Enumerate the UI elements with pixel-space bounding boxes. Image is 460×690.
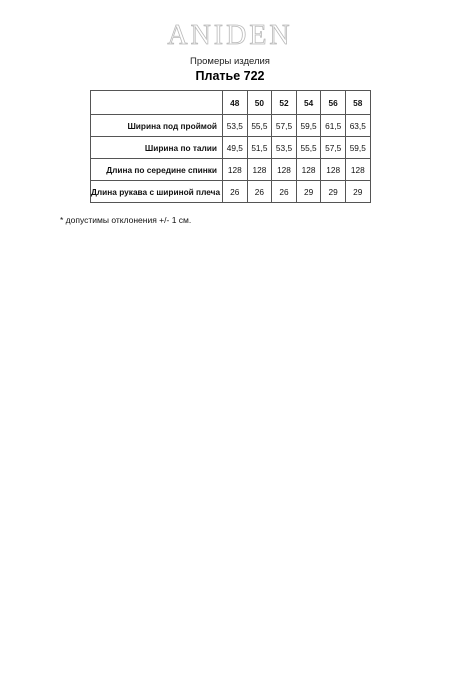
- table-cell: 128: [345, 159, 370, 181]
- size-header: 58: [345, 91, 370, 115]
- table-row: [91, 115, 371, 137]
- table-row: [91, 159, 371, 181]
- table-cell: 128: [296, 159, 321, 181]
- table-row: [91, 181, 371, 203]
- table-cell: 57,5: [272, 115, 297, 137]
- table-cell: 29: [296, 181, 321, 203]
- page-subtitle: Промеры изделия: [190, 56, 270, 67]
- table-cell: 55,5: [296, 137, 321, 159]
- table-cell: 59,5: [296, 115, 321, 137]
- tolerance-note: * допустимы отклонения +/- 1 см.: [60, 215, 192, 225]
- size-header: 54: [296, 91, 321, 115]
- table-cell: 59,5: [345, 137, 370, 159]
- table-cell: 63,5: [345, 115, 370, 137]
- table-cell: 128: [321, 159, 346, 181]
- table-cell: 29: [321, 181, 346, 203]
- size-header: 52: [272, 91, 297, 115]
- row-label: Длина по середине спинки: [91, 159, 223, 181]
- size-header: 48: [223, 91, 248, 115]
- size-header: 56: [321, 91, 346, 115]
- row-label: Ширина под проймой: [91, 115, 223, 137]
- table-cell: 26: [272, 181, 297, 203]
- table-cell: 61,5: [321, 115, 346, 137]
- table-cell: 128: [223, 159, 248, 181]
- row-label: Длина рукава с шириной плеча: [91, 181, 223, 203]
- page-title: Платье 722: [195, 69, 265, 83]
- table-cell: 26: [247, 181, 272, 203]
- table-cell: 128: [272, 159, 297, 181]
- table-cell: 55,5: [247, 115, 272, 137]
- table-cell: 53,5: [272, 137, 297, 159]
- table-cell: 26: [223, 181, 248, 203]
- header-corner-cell: [91, 91, 223, 115]
- table-cell: 53,5: [223, 115, 248, 137]
- table-cell: 128: [247, 159, 272, 181]
- row-label: Ширина по талии: [91, 137, 223, 159]
- table-cell: 51,5: [247, 137, 272, 159]
- brand-logo: ANIDEN: [167, 20, 293, 51]
- table-cell: 29: [345, 181, 370, 203]
- size-header: 50: [247, 91, 272, 115]
- table-cell: 57,5: [321, 137, 346, 159]
- table-header-row: [91, 91, 371, 115]
- size-chart-table: [90, 90, 371, 203]
- table-row: [91, 137, 371, 159]
- table-cell: 49,5: [223, 137, 248, 159]
